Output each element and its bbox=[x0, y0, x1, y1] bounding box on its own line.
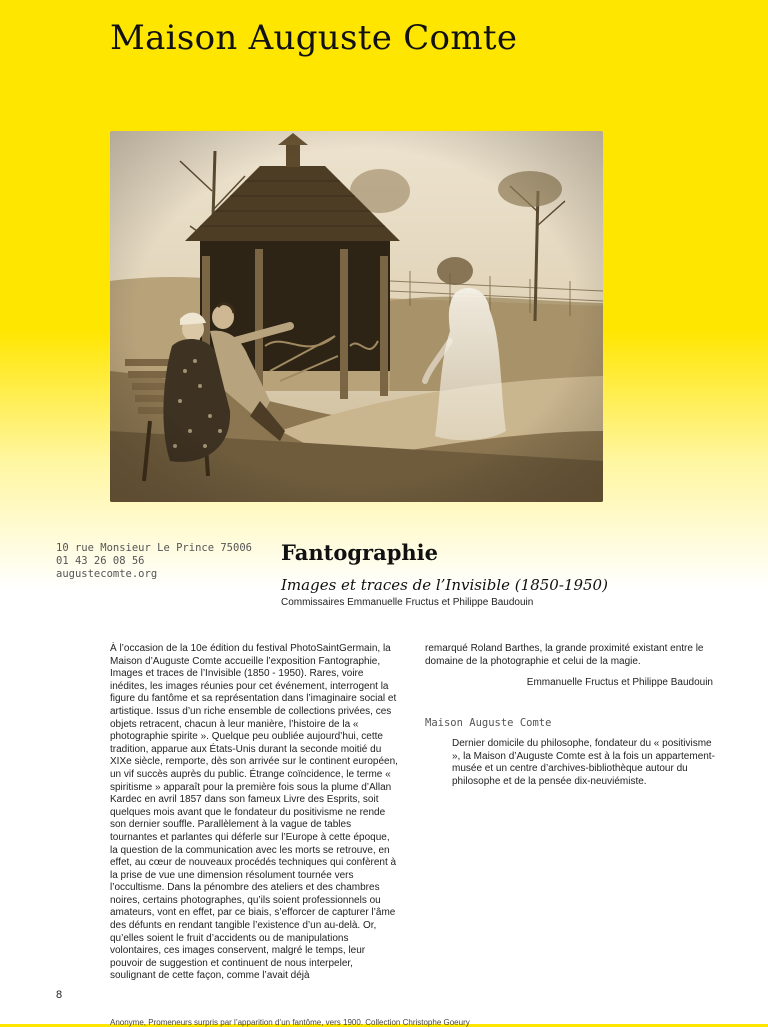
address-phone: 01 43 26 08 56 bbox=[56, 555, 145, 567]
exhibition-subtitle: Images et traces de l’Invisible (1850-1950) bbox=[281, 576, 608, 594]
page-number: 8 bbox=[56, 989, 63, 1001]
address-block bbox=[56, 542, 252, 581]
body-signature: Emmanuelle Fructus et Philippe Baudouin bbox=[526, 677, 713, 688]
body-right-column: remarqué Roland Barthes, la grande proximité existant entre le domaine de la photographie et celui de la magie. bbox=[425, 643, 704, 667]
vintage-ghost-photograph bbox=[110, 131, 603, 502]
address-street: 10 rue Monsieur Le Prince 75006 bbox=[56, 542, 252, 554]
photo-credit: Anonyme, Promeneurs surpris par l’apparition d’un fantôme, vers 1900. Collection Christophe Goeury bbox=[110, 1018, 470, 1027]
venue-title: Maison Auguste Comte bbox=[110, 18, 518, 58]
body-left-column: À l’occasion de la 10e édition du festival PhotoSaintGermain, la Maison d’Auguste Comte accueille l’exposition Fantographie, Images et traces de l’Invisible (1850 - 1950). Rares, voire inédites, les images réunies pour cet événement, interrogent la figure du fantôme et sa représentation dans l’imaginaire social et artistique. Issus d’un riche ensemble de collections privées, ces objets retracent, chacun à leur manière, l’histoire de la « photographie spirite ». Quelque peu oubliée aujourd’hui, cette tradition, apparue aux États-Unis durant la seconde moitié du XIXe siècle, remporte, dès son arrivée sur le continent européen, un vif succès auprès du public. Étrange coïncidence, le terme « spiritisme » apparaît pour la première fois sous la plume d’Allan Kardec en avril 1857 dans son fameux Livre des Esprits, soit quelques mois avant que le fondateur du positivisme ne rende son dernier souffle. Parallèlement à la vague de tables tournantes et parlantes qui déferle sur l’Europe à cette époque, la question de la communication avec les morts se retrouve, en effet, au cœur de nouveaux procédés techniques qui confèrent à la prise de vue une dimension résolument tournée vers l’occultisme. Dans la pénombre des ateliers et des chambres noires, certains photographes, qu’ils soient professionnels ou amateurs, vont en effet, par ce biais, s’efforcer de capturer l’âme des défunts en rendant tangible l’existence d’un au-delà. Or, qu’elles soient le fruit d’accidents ou de manipulations volontaires, ces images conservent, malgré le temps, leur pouvoir de suggestion et continuent de nous interpeler, soulignant de cette façon, comme l’avait déjà bbox=[110, 643, 398, 982]
aside-title: Maison Auguste Comte bbox=[425, 717, 552, 729]
address-website[interactable]: augustecomte.org bbox=[56, 568, 158, 580]
exhibition-curators: Commissaires Emmanuelle Fructus et Philippe Baudouin bbox=[281, 597, 534, 608]
exhibition-title: Fantographie bbox=[281, 540, 438, 565]
aside-text: Dernier domicile du philosophe, fondateur du « positivisme », la Maison d’Auguste Comte est à la fois un appartement-musée et un centre d’archives-bibliothèque autour du philosophe et de la pensée dix-neuviémiste. bbox=[452, 738, 715, 787]
